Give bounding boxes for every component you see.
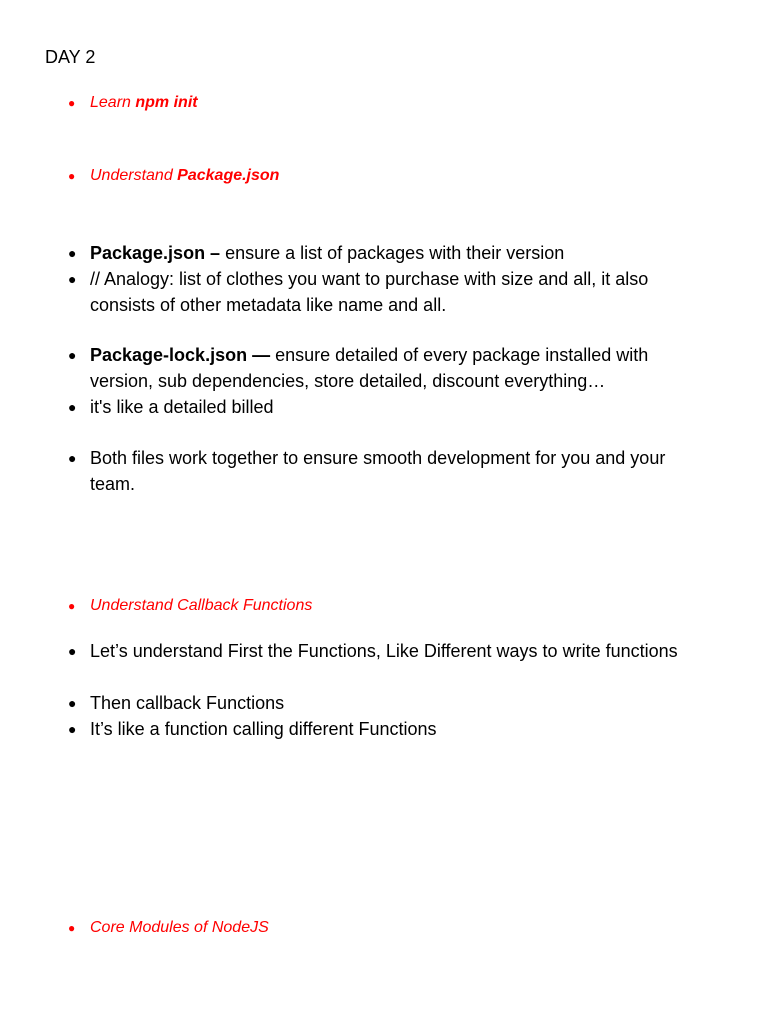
list-item	[68, 166, 710, 186]
list-item	[68, 394, 710, 420]
heading-text: Learn	[90, 94, 136, 111]
heading-bold-text: npm init	[135, 94, 198, 111]
bullet-icon: ●	[68, 347, 77, 363]
bullet-icon: ●	[68, 921, 76, 935]
package-json-list	[68, 240, 710, 318]
bullet-icon: ●	[68, 399, 77, 415]
bullet-icon: ●	[68, 695, 77, 711]
heading-learn-npm-init	[68, 93, 710, 113]
package-lock-list	[68, 342, 710, 420]
bullet-icon: ●	[68, 450, 77, 466]
item-text: It’s like a function calling different Functions	[90, 719, 437, 739]
bullet-icon: ●	[68, 271, 77, 287]
bullet-icon: ●	[68, 599, 76, 613]
heading-bold-text: Package.json	[177, 167, 280, 184]
page-title: DAY 2	[45, 47, 96, 67]
list-item	[68, 638, 750, 664]
heading-text: Core Modules of NodeJS	[90, 919, 269, 936]
item-text: Let’s understand First the Functions, Like Different ways to write functions	[90, 641, 678, 661]
bullet-icon: ●	[68, 169, 76, 183]
heading-core-modules	[68, 918, 710, 938]
item-text: Then callback Functions	[90, 693, 285, 713]
item-text: ensure a list of packages with their version	[220, 243, 565, 263]
heading-text: Understand	[90, 167, 178, 184]
list-item	[68, 918, 710, 938]
list-item	[68, 93, 710, 113]
functions-list	[68, 638, 750, 664]
item-text: // Analogy: list of clothes you want to purchase with size and all, it also consists of other metadata like name and all.	[90, 269, 649, 315]
list-item	[68, 342, 710, 394]
list-item	[68, 596, 710, 616]
bullet-icon: ●	[68, 245, 77, 261]
item-bold-text: Package.json –	[90, 243, 221, 263]
heading-text: Understand Callback Functions	[90, 597, 313, 614]
bullet-icon: ●	[68, 721, 77, 737]
item-text: Both files work together to ensure smooth development for you and your team.	[90, 448, 666, 494]
list-item	[68, 266, 710, 318]
bullet-icon: ●	[68, 96, 76, 110]
both-files-list	[68, 445, 710, 497]
bullet-icon: ●	[68, 643, 77, 659]
item-bold-text: Package-lock.json —	[90, 345, 271, 365]
item-text: it's like a detailed billed	[90, 397, 274, 417]
list-item	[68, 240, 710, 266]
list-item	[68, 690, 710, 716]
heading-callback-functions	[68, 596, 710, 616]
heading-understand-package-json	[68, 166, 710, 186]
item-text: ensure detailed of every package installed with version, sub dependencies, store detailed, discount everything…	[90, 345, 649, 391]
callback-list	[68, 690, 710, 742]
list-item	[68, 716, 710, 742]
list-item	[68, 445, 710, 497]
